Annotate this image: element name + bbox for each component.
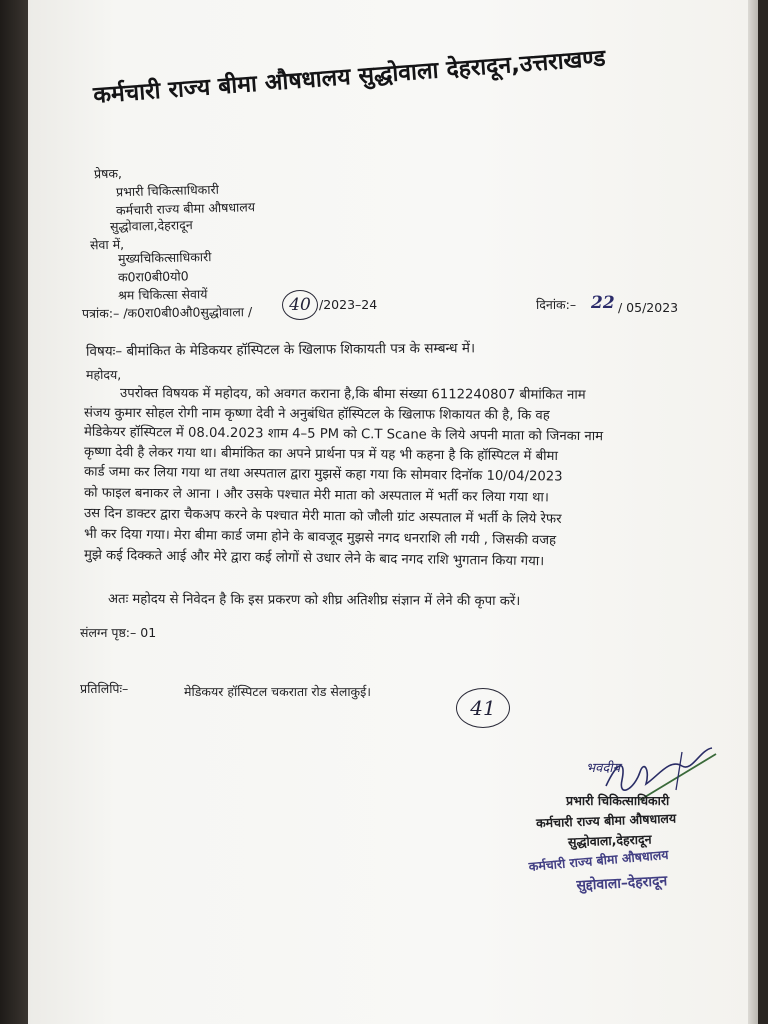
signature-closing: भवदीय <box>586 761 621 776</box>
letter-page <box>28 0 758 1024</box>
page-edge-shadow <box>0 0 28 1024</box>
letterhead-title: कर्मचारी राज्य बीमा औषधालय सुद्धोवाला देहरादून,उत्तराखण्ड <box>92 45 607 109</box>
sender-line-3: सुद्धोवाला,देहरादून <box>109 217 193 234</box>
body-line-4: कृष्णा देवी है लेकर गया था। बीमांकित का अपने प्रार्थना पत्र में यह भी कहना है कि हॉस्पिटल में बीमा <box>83 444 558 465</box>
date-label: दिनांक:– <box>536 297 577 312</box>
signature-line-1: प्रभारी चिकित्साधिकारी <box>566 793 670 808</box>
request-paragraph: अतः महोदय से निवेदन है कि इस प्रकरण को शीघ्र अतिशीघ्र संज्ञान में लेने की कृपा करें। <box>107 591 521 610</box>
stamp-line-1: कर्मचारी राज्य बीमा औषधालय <box>528 846 670 874</box>
copy-label: प्रतिलिपिः– <box>80 681 129 696</box>
recipient-line-3: श्रम चिकित्सा सेवायें <box>117 286 208 303</box>
reference-number-circled: 40 <box>282 290 318 320</box>
body-line-2: संजय कुमार सोहल रोगी नाम कृष्णा देवी ने अनुबंधित हॉस्पिटल के खिलाफ शिकायत की है, कि वह <box>83 405 550 424</box>
recipient-line-2: क0रा0बी0यो0 <box>117 268 189 285</box>
signature-line-2: कर्मचारी राज्य बीमा औषधालय <box>535 810 677 831</box>
copy-number-circled: 41 <box>456 688 510 728</box>
body-line-1: उपरोक्त विषयक में महोदय, को अवगत कराना है,कि बीमा संख्या 6112240807 बीमांकित नाम <box>119 386 586 403</box>
sender-line-2: कर्मचारी राज्य बीमा औषधालय <box>115 199 256 218</box>
body-line-8: भी कर दिया गया। मेरा बीमा कार्ड जमा होने के बावजूद मुझसे नगद धनराशि ली गयी , जिसकी वजह <box>83 526 557 549</box>
body-line-6: को फाइल बनाकर ले आना । और उसके पश्चात मेरी माता को अस्पताल में भर्ती कर लिया गया था। <box>83 485 549 506</box>
body-line-9: मुझे कई दिक्कते आई और मेरे द्वारा कई लोगों से उधार लेने के बाद नगद राशि भुगतान किया गया। <box>83 547 545 570</box>
reference-prefix: पत्रांक:– /क0रा0बी0औ0सुद्धोवाला / <box>81 304 253 321</box>
date-rest: / 05/2023 <box>618 300 679 315</box>
recipient-label: सेवा में, <box>89 236 125 253</box>
enclosure-line: संलग्न पृष्ठ:– 01 <box>80 625 157 640</box>
body-line-5: कार्ड जमा कर लिया गया था तथा अस्पताल द्वारा मुझसें कहा गया कि सोमवार दिनॉक 10/04/2023 <box>83 464 563 485</box>
body-line-7: उस दिन डाक्टर द्वारा चैकअप करने के पश्चात मेरी माता को जौली ग्रांट अस्पताल में भर्ती के लिये रेफर <box>83 506 562 527</box>
reference-year: /2023–24 <box>319 297 378 312</box>
salutation: महोदय, <box>86 367 122 382</box>
signature-line-3: सुद्धोवाला,देहरादून <box>567 831 652 850</box>
page-right-edge <box>748 0 758 1024</box>
stamp-line-2: सुद्दोवाला–देहरादून <box>576 873 668 894</box>
subject-line: विषयः– बीमांकित के मेडिकयर हॉस्पिटल के खिलाफ शिकायती पत्र के सम्बन्ध में। <box>85 340 476 360</box>
sender-label: प्रेषक, <box>93 165 123 182</box>
copy-recipient: मेडिकयर हॉस्पिटल चकराता रोड सेलाकुई। <box>184 684 372 699</box>
date-day-handwritten: 22 <box>591 293 615 313</box>
recipient-line-1: मुख्यचिकित्साधिकारी <box>117 249 212 266</box>
sender-line-1: प्रभारी चिकित्साधिकारी <box>115 181 220 200</box>
body-line-3: मेडिकेयर हॉस्पिटल में 08.04.2023 शाम 4–5 PM को C.T Scane के लिये अपनी माता को जिनका नाम <box>83 424 604 445</box>
